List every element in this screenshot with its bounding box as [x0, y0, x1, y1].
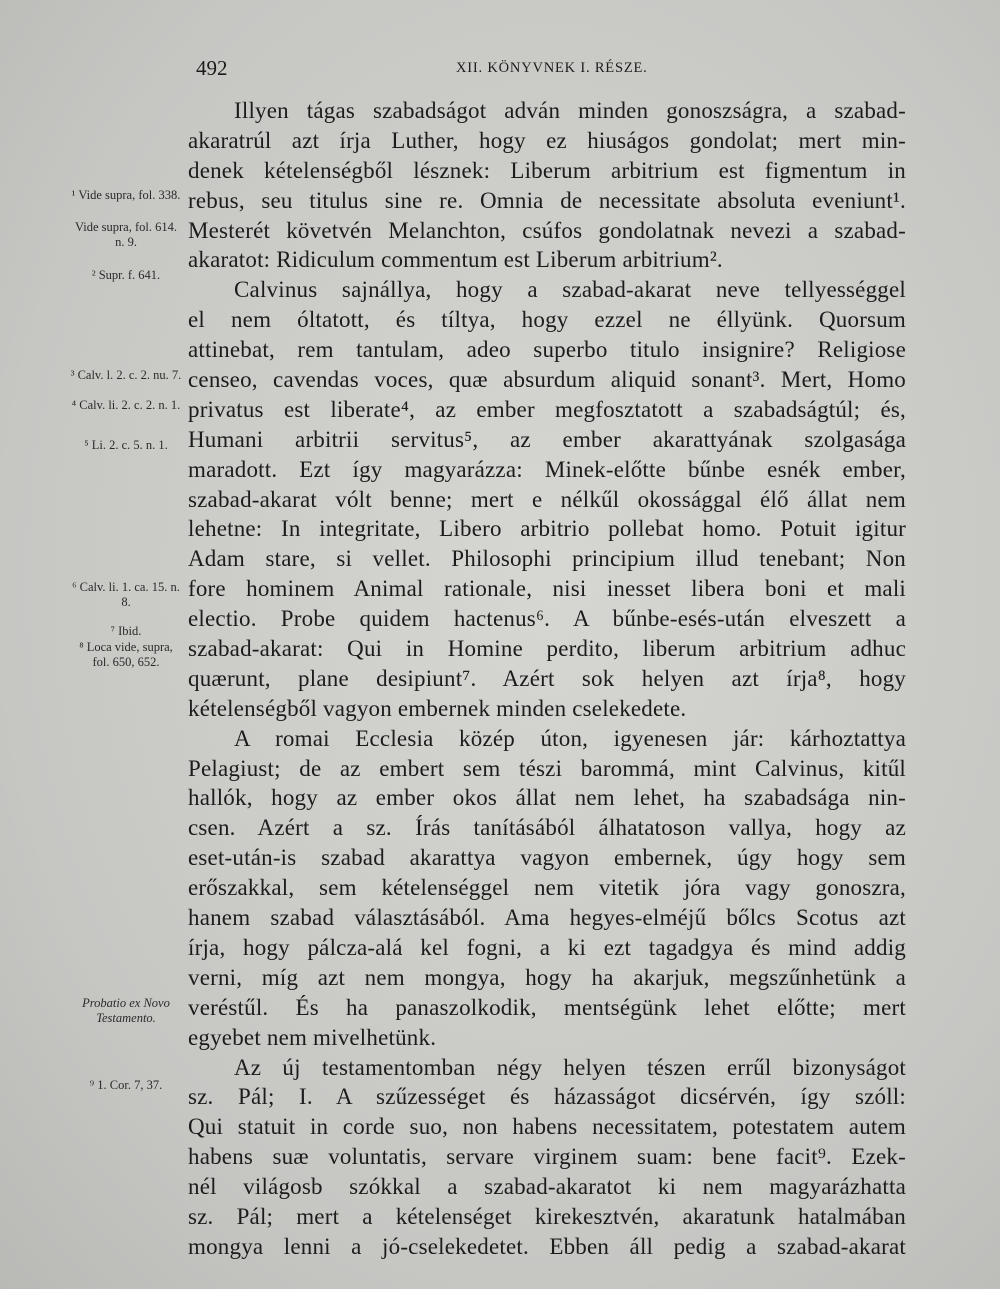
- running-title: XII. KÖNYVNEK I. RÉSZE.: [456, 60, 648, 76]
- margin-note: ⁴ Calv. li. 2. c. 2. n. 1.: [71, 398, 181, 412]
- text-line: Pelagiust; de az embert sem tészi barommá, mint Calvinus, kitűl: [188, 755, 906, 781]
- text-line: veréstűl. És ha panaszolkodik, mentségünk lehet előtte; mert: [188, 994, 906, 1020]
- text-line: szabad-akarat vólt benne; mert e nélkűl okossággal élő állat nem: [188, 486, 906, 512]
- text-line: akaratot: Ridiculum commentum est Liberum arbitrium².: [188, 247, 723, 273]
- text-line: electio. Probe quidem hactenus⁶. A bűnbe-esés-után elveszett a: [188, 606, 906, 632]
- text-line: privatus est liberate⁴, az ember megfosztatott a szabadságtúl; és,: [188, 396, 906, 422]
- margin-note: ³ Calv. l. 2. c. 2. nu. 7.: [70, 368, 182, 382]
- text-line: kételenségből vagyon embernek minden cselekedete.: [188, 695, 687, 721]
- page-header: [196, 56, 904, 86]
- text-line: hanem szabad választásából. Ama hegyes-elméjű bőlcs Scotus azt: [188, 905, 906, 931]
- margin-note: ⁸ Loca vide, supra, fol. 650, 652.: [79, 640, 173, 669]
- text-line: rebus, seu titulus sine re. Omnia de necessitate absoluta eveniunt¹.: [188, 187, 906, 213]
- text-line: csen. Azért a sz. Írás tanításából álhatatoson vallya, hogy az: [188, 815, 906, 841]
- margin-note: ⁶ Calv. li. 1. ca. 15. n. 8.: [72, 580, 180, 609]
- text-line: maradott. Ezt így magyarázza: Minek-előtte bűnbe esnék ember,: [188, 456, 906, 482]
- text-line: mongya lenni a jó-cselekedetet. Ebben áll pedig a szabad-akarat: [188, 1233, 906, 1259]
- text-line: verni, míg azt nem mongya, hogy ha akarjuk, megszűnhetünk a: [188, 964, 906, 990]
- text-line: nél világosb szókkal a szabad-akaratot ki nem magyarázhatta: [188, 1174, 906, 1200]
- text-line: habens suæ voluntatis, servare virginem suam: bene facit⁹. Ezek-: [188, 1144, 906, 1170]
- text-line: eset-után-is szabad akarattya vagyon embernek, úgy hogy sem: [188, 845, 906, 871]
- text-line: censeo, cavendas voces, quæ absurdum aliquid sonant³. Mert, Homo: [188, 367, 906, 393]
- text-line: Humani arbitrii servitus⁵, az ember akarattyának szolgasága: [188, 426, 906, 452]
- margin-note: ² Supr. f. 641.: [91, 268, 161, 282]
- text-line: sz. Pál; mert a kételenséget kirekesztvén, akaratunk hatalmában: [188, 1203, 906, 1229]
- margin-heading: Probatio ex Novo Testamento.: [82, 996, 170, 1025]
- text-line: erőszakkal, sem kételenséggel nem vitetik jóra vagy gonoszra,: [188, 875, 906, 901]
- text-line: Adam stare, si vellet. Philosophi principium illud tenebant; Non: [188, 546, 906, 572]
- margin-note: ⁷ Ibid.: [110, 624, 142, 638]
- text-line: lehetne: In integritate, Libero arbitrio pollebat homo. Potuit igitur: [188, 516, 906, 542]
- text-line: Mesterét követvén Melanchton, csúfos gondolatnak nevezi a szabad-: [188, 217, 906, 243]
- text-line: attinebat, rem tantulam, adeo superbo titulo insignire? Religiose: [188, 337, 906, 363]
- text-line: akaratrúl azt írja Luther, hogy ez hiuságos gondolat; mert min-: [188, 127, 906, 153]
- text-line: sz. Pál; I. A szűzességet és házasságot dicsérvén, így szóll:: [188, 1084, 906, 1110]
- text-line: A romai Ecclesia közép úton, igyenesen jár: kárhoztattya: [234, 725, 906, 751]
- text-line: el nem óltatott, és tíltya, hogy ezzel ne éllyünk. Quorsum: [188, 307, 906, 333]
- text-line: egyebet nem mivelhetünk.: [188, 1024, 437, 1050]
- text-line: quærunt, plane desipiunt⁷. Azért sok helyen azt írja⁸, hogy: [188, 665, 906, 691]
- text-line: denek kételenségből lésznek: Liberum arbitrium est figmentum in: [188, 157, 906, 183]
- margin-note: ⁹ 1. Cor. 7, 37.: [89, 1078, 163, 1092]
- body-text: [188, 96, 906, 1262]
- text-line: fore hominem Animal rationale, nisi inesset libera boni et mali: [188, 576, 906, 602]
- margin-note: ⁵ Li. 2. c. 5. n. 1.: [84, 438, 168, 452]
- text-line: Illyen tágas szabadságot adván minden gonoszságra, a szabad-: [234, 98, 906, 123]
- page-number: 492: [196, 56, 228, 80]
- margin-note: ¹ Vide supra, fol. 338.: [71, 188, 181, 202]
- text-line: Qui statuit in corde suo, non habens necessitatem, potestatem autem: [188, 1114, 906, 1140]
- text-line: hallók, hogy az ember okos állat nem lehet, ha szabadsága nin-: [188, 785, 906, 811]
- margin-note: Vide supra, fol. 614. n. 9.: [74, 220, 177, 249]
- text-line: Az új testamentomban négy helyen tészen errűl bizonyságot: [234, 1054, 906, 1080]
- text-line: Calvinus sajnállya, hogy a szabad-akarat neve tellyességgel: [234, 277, 906, 303]
- text-line: írja, hogy pálcza-alá kel fogni, a ki ezt tagadgya és mind addig: [188, 934, 906, 960]
- text-line: szabad-akarat: Qui in Homine perdito, liberum arbitrium adhuc: [188, 636, 906, 662]
